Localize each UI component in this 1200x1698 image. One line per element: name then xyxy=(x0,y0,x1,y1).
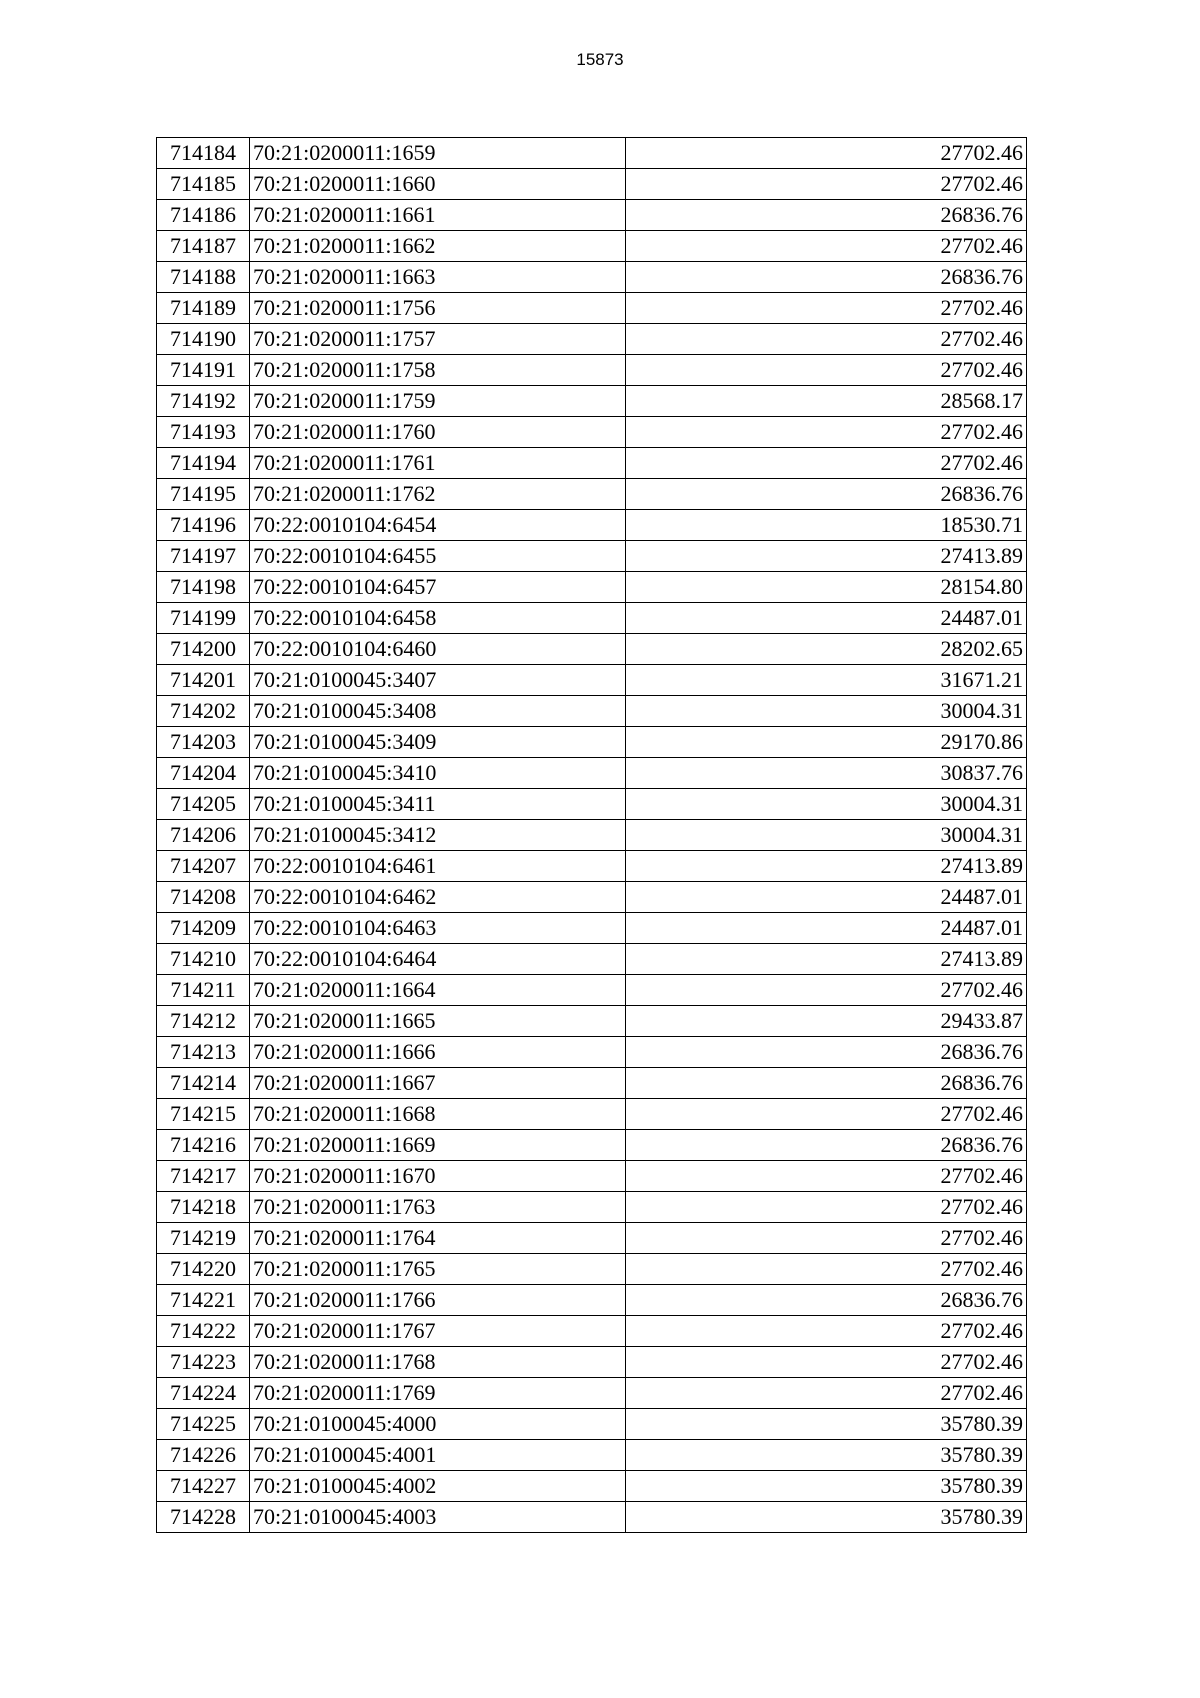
table-row xyxy=(157,200,1027,231)
cadastral-number-cell: 70:21:0100045:3412 xyxy=(250,820,626,851)
cadastral-value-cell: 29170.86 xyxy=(626,727,1027,758)
page-number: 15873 xyxy=(576,50,624,69)
cadastral-value-cell: 27702.46 xyxy=(626,448,1027,479)
cadastral-number-cell: 70:21:0200011:1667 xyxy=(250,1068,626,1099)
table-row xyxy=(157,882,1027,913)
table-row xyxy=(157,1006,1027,1037)
cadastral-value-cell: 27702.46 xyxy=(626,324,1027,355)
cadastral-value-cell: 27702.46 xyxy=(626,417,1027,448)
table-row xyxy=(157,324,1027,355)
cadastral-number-cell: 70:21:0200011:1659 xyxy=(250,138,626,169)
row-number-cell: 714186 xyxy=(157,200,250,231)
row-number-cell: 714204 xyxy=(157,758,250,789)
cadastral-number-cell: 70:21:0200011:1762 xyxy=(250,479,626,510)
row-number-cell: 714198 xyxy=(157,572,250,603)
row-number-cell: 714217 xyxy=(157,1161,250,1192)
cadastral-value-cell: 30004.31 xyxy=(626,820,1027,851)
row-number-cell: 714223 xyxy=(157,1347,250,1378)
table-row xyxy=(157,386,1027,417)
cadastral-value-cell: 27702.46 xyxy=(626,169,1027,200)
row-number-cell: 714202 xyxy=(157,696,250,727)
cadastral-number-cell: 70:21:0200011:1759 xyxy=(250,386,626,417)
cadastral-value-cell: 27702.46 xyxy=(626,1254,1027,1285)
table-row xyxy=(157,293,1027,324)
table-row xyxy=(157,448,1027,479)
cadastral-number-cell: 70:21:0200011:1763 xyxy=(250,1192,626,1223)
row-number-cell: 714212 xyxy=(157,1006,250,1037)
table-row xyxy=(157,696,1027,727)
cadastral-number-cell: 70:21:0200011:1664 xyxy=(250,975,626,1006)
row-number-cell: 714184 xyxy=(157,138,250,169)
row-number-cell: 714225 xyxy=(157,1409,250,1440)
table-row xyxy=(157,572,1027,603)
cadastral-number-cell: 70:21:0100045:4001 xyxy=(250,1440,626,1471)
row-number-cell: 714194 xyxy=(157,448,250,479)
cadastral-value-cell: 18530.71 xyxy=(626,510,1027,541)
cadastral-value-cell: 24487.01 xyxy=(626,882,1027,913)
cadastral-number-cell: 70:21:0200011:1670 xyxy=(250,1161,626,1192)
cadastral-number-cell: 70:22:0010104:6462 xyxy=(250,882,626,913)
row-number-cell: 714216 xyxy=(157,1130,250,1161)
cadastral-value-cell: 27702.46 xyxy=(626,293,1027,324)
table-row xyxy=(157,355,1027,386)
cadastral-number-cell: 70:21:0100045:3411 xyxy=(250,789,626,820)
row-number-cell: 714203 xyxy=(157,727,250,758)
cadastral-value-cell: 35780.39 xyxy=(626,1409,1027,1440)
table-row xyxy=(157,665,1027,696)
cadastral-value-cell: 27413.89 xyxy=(626,944,1027,975)
table-row xyxy=(157,138,1027,169)
cadastral-number-cell: 70:22:0010104:6454 xyxy=(250,510,626,541)
row-number-cell: 714221 xyxy=(157,1285,250,1316)
cadastral-value-cell: 35780.39 xyxy=(626,1502,1027,1533)
cadastral-number-cell: 70:21:0200011:1760 xyxy=(250,417,626,448)
cadastral-number-cell: 70:22:0010104:6455 xyxy=(250,541,626,572)
cadastral-number-cell: 70:21:0200011:1662 xyxy=(250,231,626,262)
table-row xyxy=(157,1223,1027,1254)
table-row xyxy=(157,510,1027,541)
cadastral-value-cell: 30004.31 xyxy=(626,696,1027,727)
row-number-cell: 714199 xyxy=(157,603,250,634)
cadastral-value-cell: 26836.76 xyxy=(626,1285,1027,1316)
cadastral-value-cell: 26836.76 xyxy=(626,1068,1027,1099)
cadastral-value-cell: 27413.89 xyxy=(626,851,1027,882)
cadastral-number-cell: 70:21:0200011:1765 xyxy=(250,1254,626,1285)
row-number-cell: 714228 xyxy=(157,1502,250,1533)
row-number-cell: 714208 xyxy=(157,882,250,913)
cadastral-value-cell: 24487.01 xyxy=(626,603,1027,634)
row-number-cell: 714193 xyxy=(157,417,250,448)
cadastral-value-cell: 27702.46 xyxy=(626,1316,1027,1347)
table-row xyxy=(157,169,1027,200)
row-number-cell: 714185 xyxy=(157,169,250,200)
table-row xyxy=(157,1409,1027,1440)
table-row xyxy=(157,789,1027,820)
row-number-cell: 714200 xyxy=(157,634,250,665)
row-number-cell: 714190 xyxy=(157,324,250,355)
cadastral-number-cell: 70:21:0200011:1756 xyxy=(250,293,626,324)
cadastral-value-cell: 27702.46 xyxy=(626,138,1027,169)
cadastral-value-cell: 28154.80 xyxy=(626,572,1027,603)
cadastral-number-cell: 70:22:0010104:6463 xyxy=(250,913,626,944)
row-number-cell: 714210 xyxy=(157,944,250,975)
cadastral-value-table xyxy=(156,137,1027,1533)
table-row xyxy=(157,1037,1027,1068)
cadastral-number-cell: 70:22:0010104:6457 xyxy=(250,572,626,603)
row-number-cell: 714195 xyxy=(157,479,250,510)
cadastral-value-cell: 27702.46 xyxy=(626,975,1027,1006)
cadastral-value-cell: 26836.76 xyxy=(626,1037,1027,1068)
table-row xyxy=(157,262,1027,293)
cadastral-number-cell: 70:21:0200011:1758 xyxy=(250,355,626,386)
row-number-cell: 714219 xyxy=(157,1223,250,1254)
cadastral-number-cell: 70:21:0200011:1761 xyxy=(250,448,626,479)
row-number-cell: 714197 xyxy=(157,541,250,572)
table-row xyxy=(157,1347,1027,1378)
cadastral-number-cell: 70:22:0010104:6458 xyxy=(250,603,626,634)
cadastral-value-cell: 27702.46 xyxy=(626,1161,1027,1192)
cadastral-number-cell: 70:21:0200011:1666 xyxy=(250,1037,626,1068)
row-number-cell: 714218 xyxy=(157,1192,250,1223)
cadastral-number-cell: 70:21:0100045:4000 xyxy=(250,1409,626,1440)
row-number-cell: 714187 xyxy=(157,231,250,262)
row-number-cell: 714213 xyxy=(157,1037,250,1068)
cadastral-number-cell: 70:21:0200011:1663 xyxy=(250,262,626,293)
cadastral-number-cell: 70:21:0200011:1764 xyxy=(250,1223,626,1254)
row-number-cell: 714222 xyxy=(157,1316,250,1347)
table-row xyxy=(157,1161,1027,1192)
row-number-cell: 714227 xyxy=(157,1471,250,1502)
table-row xyxy=(157,944,1027,975)
table-row xyxy=(157,1471,1027,1502)
cadastral-number-cell: 70:21:0200011:1767 xyxy=(250,1316,626,1347)
row-number-cell: 714188 xyxy=(157,262,250,293)
table-body xyxy=(157,138,1027,1533)
row-number-cell: 714192 xyxy=(157,386,250,417)
cadastral-number-cell: 70:21:0200011:1769 xyxy=(250,1378,626,1409)
cadastral-value-cell: 30837.76 xyxy=(626,758,1027,789)
cadastral-value-cell: 35780.39 xyxy=(626,1440,1027,1471)
cadastral-number-cell: 70:21:0100045:3408 xyxy=(250,696,626,727)
cadastral-number-cell: 70:21:0200011:1660 xyxy=(250,169,626,200)
cadastral-value-cell: 28568.17 xyxy=(626,386,1027,417)
cadastral-number-cell: 70:21:0200011:1757 xyxy=(250,324,626,355)
cadastral-value-cell: 29433.87 xyxy=(626,1006,1027,1037)
table-row xyxy=(157,541,1027,572)
row-number-cell: 714205 xyxy=(157,789,250,820)
row-number-cell: 714220 xyxy=(157,1254,250,1285)
table-row xyxy=(157,1502,1027,1533)
cadastral-value-cell: 26836.76 xyxy=(626,1130,1027,1161)
cadastral-number-cell: 70:21:0200011:1661 xyxy=(250,200,626,231)
table-row xyxy=(157,1192,1027,1223)
table-row xyxy=(157,231,1027,262)
row-number-cell: 714196 xyxy=(157,510,250,541)
cadastral-number-cell: 70:22:0010104:6461 xyxy=(250,851,626,882)
cadastral-value-cell: 31671.21 xyxy=(626,665,1027,696)
row-number-cell: 714207 xyxy=(157,851,250,882)
cadastral-value-cell: 30004.31 xyxy=(626,789,1027,820)
cadastral-value-cell: 27702.46 xyxy=(626,1099,1027,1130)
cadastral-value-cell: 26836.76 xyxy=(626,479,1027,510)
cadastral-value-cell: 26836.76 xyxy=(626,200,1027,231)
table-row xyxy=(157,1068,1027,1099)
table-row xyxy=(157,1130,1027,1161)
row-number-cell: 714214 xyxy=(157,1068,250,1099)
table-row xyxy=(157,417,1027,448)
cadastral-value-cell: 27702.46 xyxy=(626,1347,1027,1378)
cadastral-value-cell: 27702.46 xyxy=(626,231,1027,262)
table-row xyxy=(157,603,1027,634)
table-row xyxy=(157,1254,1027,1285)
row-number-cell: 714224 xyxy=(157,1378,250,1409)
cadastral-number-cell: 70:21:0100045:3407 xyxy=(250,665,626,696)
cadastral-value-cell: 27702.46 xyxy=(626,1378,1027,1409)
cadastral-number-cell: 70:21:0200011:1668 xyxy=(250,1099,626,1130)
cadastral-number-cell: 70:21:0200011:1768 xyxy=(250,1347,626,1378)
cadastral-number-cell: 70:21:0200011:1665 xyxy=(250,1006,626,1037)
table-row xyxy=(157,1285,1027,1316)
table-row xyxy=(157,758,1027,789)
cadastral-number-cell: 70:21:0100045:3410 xyxy=(250,758,626,789)
cadastral-value-cell: 35780.39 xyxy=(626,1471,1027,1502)
cadastral-value-cell: 27702.46 xyxy=(626,355,1027,386)
table-row xyxy=(157,727,1027,758)
cadastral-number-cell: 70:21:0100045:3409 xyxy=(250,727,626,758)
table-row xyxy=(157,975,1027,1006)
cadastral-number-cell: 70:21:0100045:4002 xyxy=(250,1471,626,1502)
table-row xyxy=(157,913,1027,944)
table-row xyxy=(157,1378,1027,1409)
row-number-cell: 714189 xyxy=(157,293,250,324)
cadastral-value-cell: 28202.65 xyxy=(626,634,1027,665)
cadastral-number-cell: 70:22:0010104:6460 xyxy=(250,634,626,665)
cadastral-number-cell: 70:21:0200011:1766 xyxy=(250,1285,626,1316)
table-row xyxy=(157,820,1027,851)
row-number-cell: 714209 xyxy=(157,913,250,944)
cadastral-value-cell: 26836.76 xyxy=(626,262,1027,293)
cadastral-number-cell: 70:21:0100045:4003 xyxy=(250,1502,626,1533)
cadastral-value-cell: 27413.89 xyxy=(626,541,1027,572)
table-row xyxy=(157,851,1027,882)
row-number-cell: 714201 xyxy=(157,665,250,696)
row-number-cell: 714206 xyxy=(157,820,250,851)
table-row xyxy=(157,1316,1027,1347)
row-number-cell: 714215 xyxy=(157,1099,250,1130)
cadastral-number-cell: 70:21:0200011:1669 xyxy=(250,1130,626,1161)
cadastral-number-cell: 70:22:0010104:6464 xyxy=(250,944,626,975)
row-number-cell: 714211 xyxy=(157,975,250,1006)
row-number-cell: 714226 xyxy=(157,1440,250,1471)
table-row xyxy=(157,479,1027,510)
cadastral-value-cell: 24487.01 xyxy=(626,913,1027,944)
cadastral-value-cell: 27702.46 xyxy=(626,1192,1027,1223)
table-row xyxy=(157,634,1027,665)
table-row xyxy=(157,1099,1027,1130)
table-row xyxy=(157,1440,1027,1471)
row-number-cell: 714191 xyxy=(157,355,250,386)
cadastral-value-cell: 27702.46 xyxy=(626,1223,1027,1254)
